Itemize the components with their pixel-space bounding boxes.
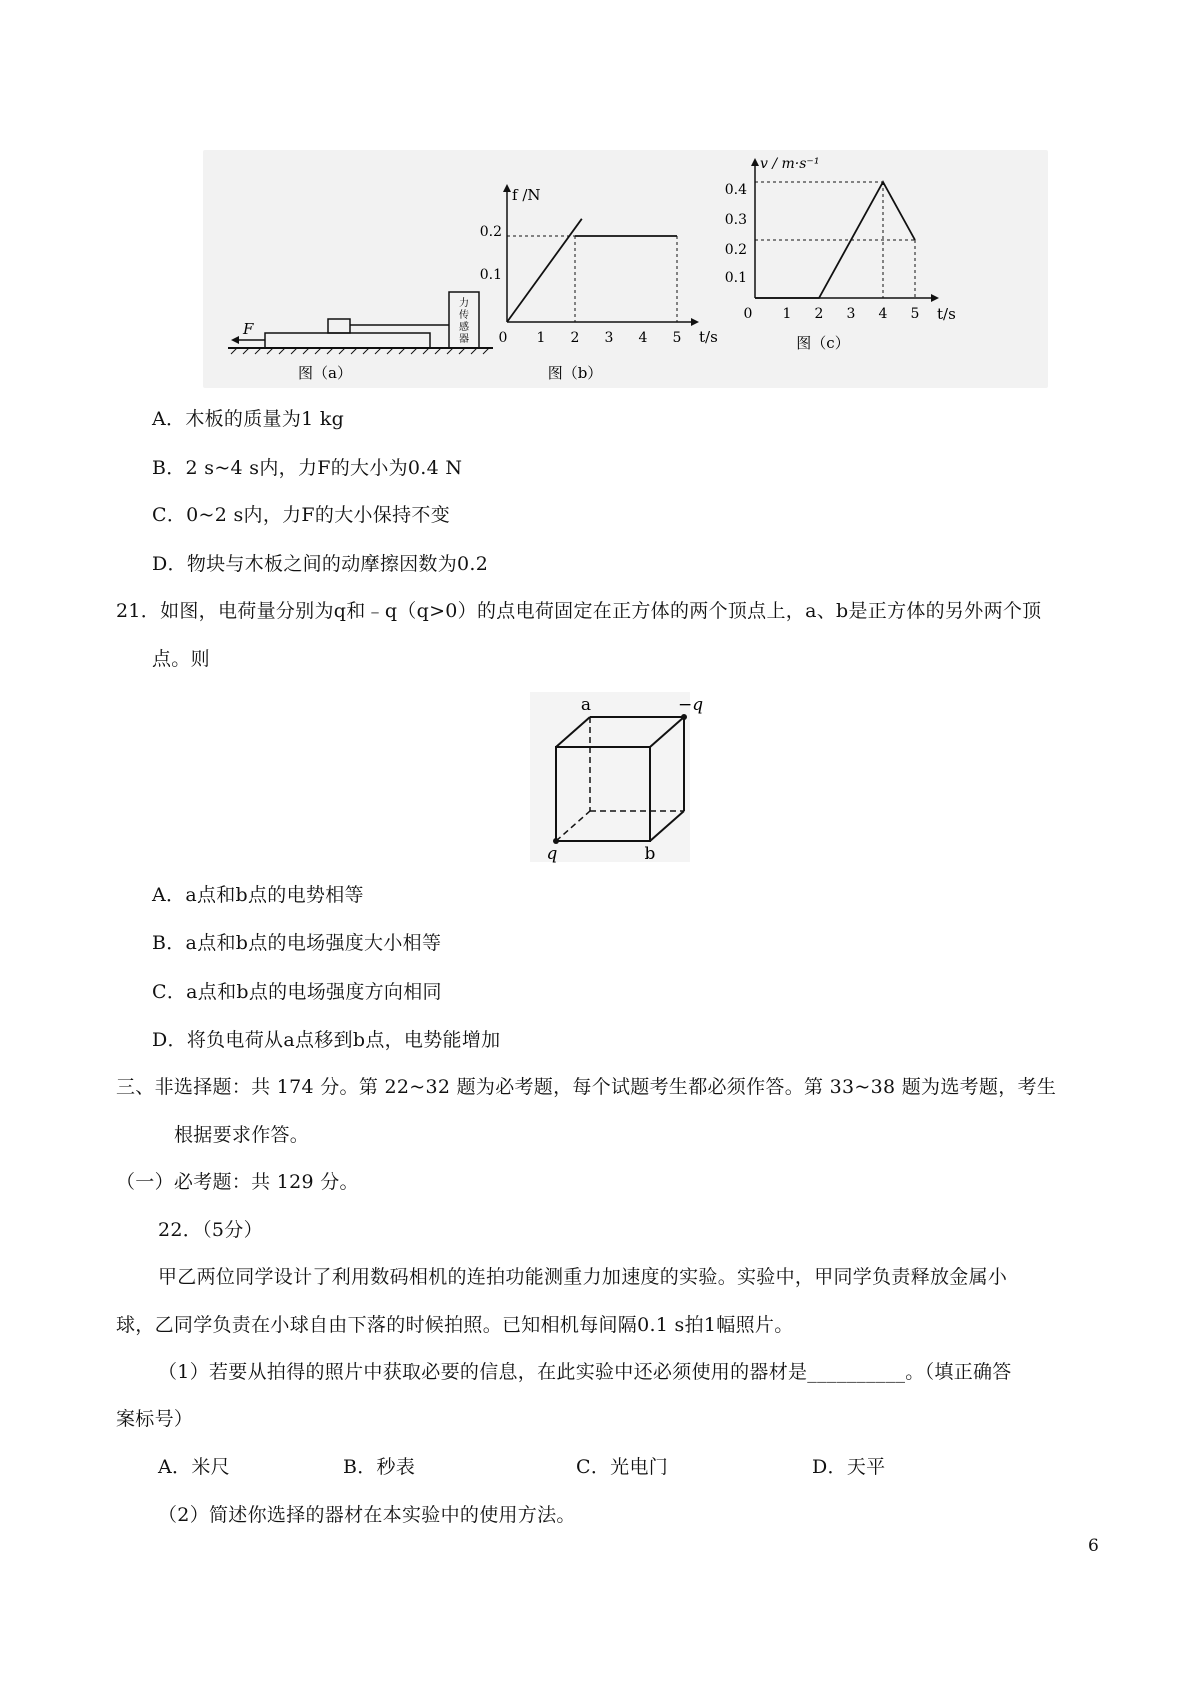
b-ytick-0.1: 0.1 [479,267,502,283]
figures-svg [203,150,1048,388]
figure-b [480,184,718,382]
cube-figure [530,692,704,864]
b-xtick-1: 1 [536,330,546,346]
cube-edge [556,717,590,747]
c-xtick-2: 2 [814,306,824,322]
q22-stem-line1: 甲乙两位同学设计了利用数码相机的连拍功能测重力加速度的实验。实验中，甲同学负责释放金属小 [158,1266,1008,1288]
q21-option-d: D．将负电荷从a点移到b点，电势能增加 [152,1029,501,1051]
b-x-arrowhead [691,318,699,326]
section3-line1: 三、非选择题：共 174 分。第 22~32 题为必考题，每个试题考生都必须作答。第 33~38 题为选考题，考生 [116,1076,1057,1098]
c-y-arrowhead [751,158,759,166]
c-ytick-0.1: 0.1 [724,270,747,286]
c-ytick-0.4: 0.4 [724,182,747,198]
figure-c [725,156,956,352]
c-ylabel: v / m·s⁻¹ [760,156,820,172]
block [328,319,350,333]
b-plot-marks [507,219,677,322]
cube-label-q: q [546,844,558,864]
c-xtick-5: 5 [910,306,920,322]
c-xtick-1: 1 [782,306,792,322]
q22-sub1-line2: 案标号） [116,1408,194,1430]
figure-c-caption: 图（c） [796,334,850,352]
figure-a [228,292,493,382]
cube-edge [650,811,684,841]
cube-front-face [556,747,650,841]
force-arrowhead [231,336,239,344]
q20-option-a: A．木板的质量为1 kg [152,408,345,430]
q21-option-a: A．a点和b点的电势相等 [152,884,364,906]
q22-choice-b: B．秒表 [343,1456,416,1478]
force-label: F [243,320,254,338]
c-ytick-0.3: 0.3 [724,212,747,228]
c-xtick-0: 0 [743,306,753,322]
figure-b-caption: 图（b） [547,364,603,382]
section3-line2: 根据要求作答。 [174,1124,310,1146]
q21-stem-line1: 21．如图，电荷量分别为q和﹣q（q>0）的点电荷固定在正方体的两个顶点上，a、b是正方体的另外两个顶 [116,600,1042,622]
b-ylabel: f /N [512,186,541,204]
q21-option-c: C．a点和b点的电场强度方向相同 [152,981,442,1003]
cube-label-a: a [580,695,592,715]
q20-option-b: B．2 s~4 s内，力F的大小为0.4 N [152,457,463,479]
c-plot-marks [755,182,915,298]
series-line-0 [507,219,582,322]
q22-header: 22．（5分） [158,1219,263,1241]
q22-choice-d: D．天平 [812,1456,886,1478]
q22-sub2: （2）简述你选择的器材在本实验中的使用方法。 [158,1504,576,1526]
b-y-arrowhead [503,184,511,192]
q20-option-d: D．物块与木板之间的动摩擦因数为0.2 [152,553,489,575]
figure-a-caption: 图（a） [298,364,352,382]
b-xtick-0: 0 [498,330,508,346]
b-xtick-2: 2 [570,330,580,346]
page-number: 6 [1088,1536,1099,1556]
cube-edge [650,717,684,747]
b-xtick-4: 4 [638,330,648,346]
c-xtick-3: 3 [846,306,856,322]
q22-stem-line2: 球，乙同学负责在小球自由下落的时候拍照。已知相机每间隔0.1 s拍1幅照片。 [116,1314,794,1336]
c-x-arrowhead [931,294,939,302]
wooden-board [265,333,430,348]
b-xlabel: t/s [699,328,718,346]
cube-hidden-edge [556,811,590,841]
q22-sub1-line1: （1）若要从拍得的照片中获取必要的信息，在此实验中还必须使用的器材是__________。（填正确答 [158,1361,1012,1383]
c-xtick-4: 4 [878,306,888,322]
q22-choice-c: C．光电门 [576,1456,669,1478]
figure-strip [203,150,1048,388]
c-ytick-0.2: 0.2 [724,242,747,258]
cube-label-b: b [644,844,656,864]
sensor-char-2: 传 [459,310,469,321]
q22-choice-a: A．米尺 [158,1456,230,1478]
sensor-char-4: 器 [459,334,469,345]
b-ytick-0.2: 0.2 [479,224,502,240]
section3-required: （一）必考题：共 129 分。 [116,1171,359,1193]
cube-svg [530,692,704,864]
c-xlabel: t/s [937,305,956,323]
b-xtick-3: 3 [604,330,614,346]
sensor-char-3: 感 [459,322,469,333]
q21-option-b: B．a点和b点的电场强度大小相等 [152,932,442,954]
cube-label-neg-q: −q [678,695,704,715]
sensor-char-1: 力 [459,298,469,309]
b-xtick-5: 5 [672,330,682,346]
q20-option-c: C．0~2 s内，力F的大小保持不变 [152,504,451,526]
q21-stem-line2: 点。则 [152,648,210,670]
